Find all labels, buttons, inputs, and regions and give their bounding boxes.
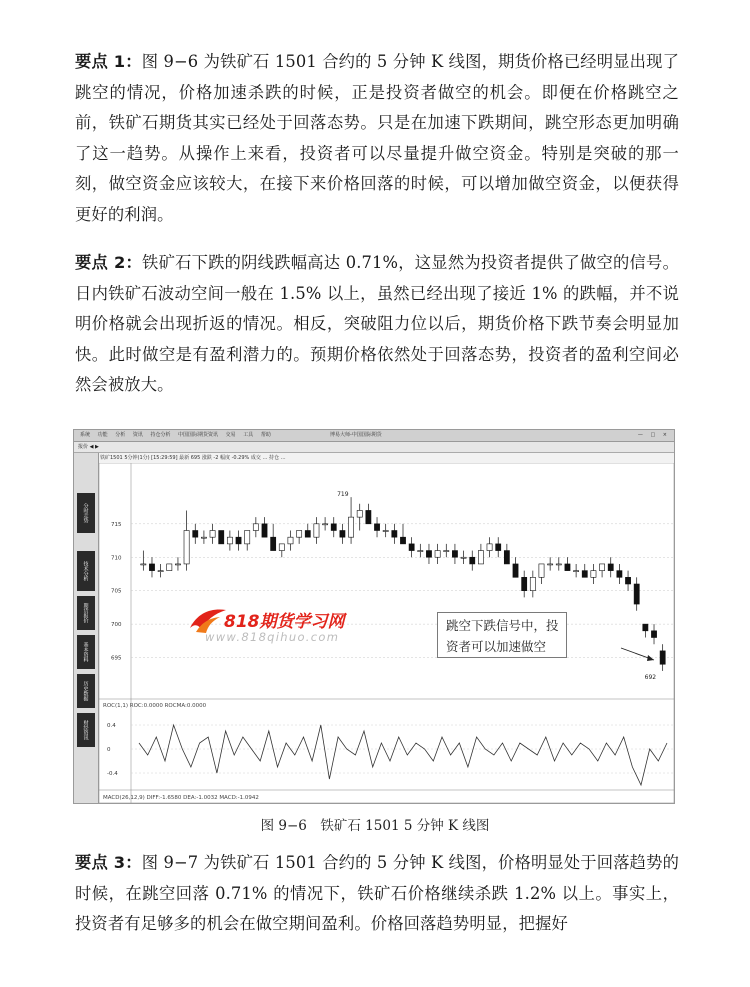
candle-body [193,531,198,538]
menu-item-tools[interactable]: 工具 [243,432,254,438]
annotation-line-1: 跳空下跌信号中，投 [446,618,559,633]
candle-body [201,537,206,538]
quote-info-bar: 铁矿1501 5分钟(1分) [15:29:59] 最新 695 涨跌 -2 幅度 -0.29% 成交 … 持仓 … [100,455,286,461]
menu-item-cifco-news[interactable]: 中国国际期货资讯 [178,432,219,438]
menu-item-analysis[interactable]: 分析 [115,432,126,438]
candle-body [271,537,276,550]
toolbar-text[interactable]: 报价 ◀ ▶ [78,444,99,450]
tab-history[interactable]: 历史数据 [77,674,95,708]
high-price-label: 719 [337,491,349,499]
logo-url: www.818qihuo.com [205,630,340,644]
candle-body [556,564,561,565]
candle-body [184,531,189,564]
price-tick-label: 705 [111,588,122,595]
candle-body [617,571,622,578]
candle-body [383,531,388,532]
candle-body [591,571,596,578]
candle-body [409,544,414,551]
candle-body [418,551,423,552]
menu-item-news[interactable]: 资讯 [132,432,143,438]
candle-body [643,624,648,631]
roc-tick-label: 0.4 [107,723,116,729]
candle-body [279,544,284,551]
candle-body [323,524,328,525]
price-tick-label: 715 [111,521,122,528]
candle-body [175,564,180,565]
point-1-text: 图 9−6 为铁矿石 1501 合约的 5 分钟 K 线图，期货价格已经明显出现了跳空的情况，价格加速杀跌的时候，正是投资者做空的机会。即便在价格跳空之前，铁矿石期货其实已经处于回落态势。只是在加速下跌期间，跳空形态更加明确了这一趋势。从操作上来看，投资者可以尽量提升做空资金。特别是突破的那一刻，做空资金应该较大，在接下来价格回落的时候，可以增加做空资金，以便获得更好的利润。 [75,52,679,224]
candle-body [149,564,154,571]
menu-item-system[interactable]: 系统 [80,432,91,438]
tab-finance-news[interactable]: 财经资讯 [77,713,95,747]
candle-body [236,537,241,544]
point-2-text: 铁矿石下跌的阴线跌幅高达 0.71%，这显然为投资者提供了做空的信号。日内铁矿石波动空间一般在 1.5% 以上，虽然已经出现了接近 1% 的跌幅，并不说明价格就会出现折返的情况。相反，突破阻力位以后，期货价格下跌节奏会明显加快。此时做空是有盈利潜力的。预期价格依然处于回落态势，投资者的盈利空间必然会被放大。 [75,253,680,394]
macd-indicator-label: MACD(26,12,9) DIFF:-1.6580 DEA:-1.0032 MACD:-1.0942 [103,795,259,801]
app-menubar [74,430,674,442]
candle-body [366,510,371,523]
menu-item-function[interactable]: 功能 [97,432,108,438]
candle-body [426,551,431,558]
roc-tick-label: 0 [107,747,111,753]
candle-body [487,544,492,551]
candle-body [392,531,397,538]
candle-body [608,564,613,571]
candle-body [470,557,475,564]
candle-body [340,531,345,538]
candle-body [167,564,172,571]
candle-body [513,564,518,577]
tab-technical[interactable]: 技术分析 [77,551,95,591]
price-tick-label: 700 [111,622,122,629]
tab-quotes[interactable]: 期货报价 [77,596,95,630]
window-controls[interactable]: — □ × [637,432,670,438]
candle-body [625,577,630,584]
candle-body [651,631,656,638]
figure-caption: 图 9−6 铁矿石 1501 5 分钟 K 线图 [260,818,490,834]
app-toolbar [74,442,674,453]
candle-body [478,551,483,564]
annotation-line-2: 资者可以加速做空 [446,639,547,654]
candle-body [444,551,449,552]
candle-body [634,584,639,604]
low-price-label: 692 [644,673,657,681]
point-2-label: 要点 2： [75,253,143,272]
candle-body [530,577,535,590]
candle-body [227,537,232,544]
candle-body [219,531,224,544]
price-tick-label: 710 [111,555,122,562]
tab-fundamentals[interactable]: 基本资料 [77,635,95,669]
candle-body [305,531,310,538]
point-3-text: 图 9−7 为铁矿石 1501 合约的 5 分钟 K 线图，价格明显处于回落趋势的时候，在跳空回落 0.71% 的情况下，铁矿石价格继续杀跌 1.2% 以上。事实上，投资者有足够多的机会在做空期间盈利。价格回落趋势明显，把握好 [75,853,679,933]
candle-body [297,531,302,538]
candle-body [660,651,665,664]
candle-body [504,551,509,564]
paragraph-point-3 [75,848,679,940]
side-tab-bar [74,453,99,803]
annotation-box [437,612,567,658]
roc-indicator-label: ROC(1,1) ROC:0.0000 ROCMA:0.0000 [103,703,207,709]
candle-body [522,577,527,590]
candle-body [262,524,267,537]
menu-item-help[interactable]: 帮助 [260,432,271,438]
point-1-label: 要点 1： [75,52,142,71]
logo-name: 818期货学习网 [224,612,345,632]
candle-body [245,531,250,544]
candle-body [539,564,544,577]
candle-body [158,571,163,572]
candle-body [461,557,466,558]
watermark-logo [188,604,388,650]
candle-body [452,551,457,558]
candle-body [331,524,336,531]
tab-intraday[interactable]: 分时走势 [77,493,95,533]
candle-body [314,524,319,537]
candle-body [357,510,362,517]
candle-body [288,537,293,544]
paragraph-point-1 [75,47,679,230]
candle-body [565,564,570,571]
price-tick-label: 695 [111,655,122,662]
candle-body [253,524,258,531]
candle-body [574,571,579,572]
candle-body [348,517,353,537]
point-3-label: 要点 3： [75,853,142,872]
candle-body [374,524,379,531]
candle-body [599,564,604,571]
candle-body [210,531,215,538]
candle-body [582,571,587,578]
candle-body [141,564,146,565]
window-title: 博易大师-中国国际期货 [330,432,382,438]
paragraph-point-2 [75,248,679,401]
candle-body [548,564,553,565]
candle-body [496,544,501,551]
menu-item-trade[interactable]: 交易 [225,432,236,438]
menu-item-positions[interactable]: 持仓分析 [150,432,171,438]
candle-body [435,551,440,558]
candle-body [400,537,405,544]
roc-tick-label: -0.4 [107,771,118,777]
